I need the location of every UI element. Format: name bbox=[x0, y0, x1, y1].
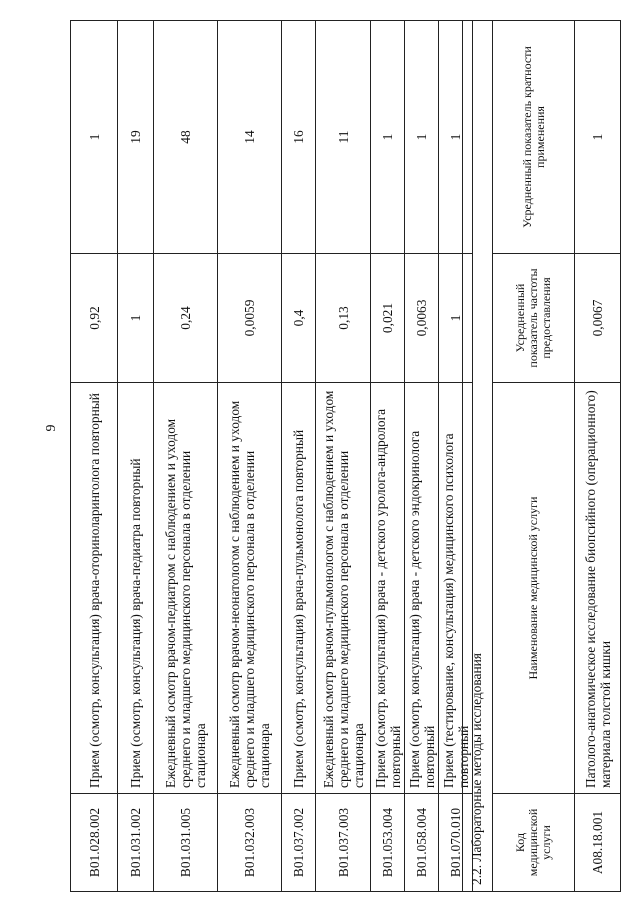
service-code: B01.053.004 bbox=[371, 794, 405, 892]
multiplicity-value: 1 bbox=[575, 21, 621, 254]
table-row bbox=[71, 21, 118, 892]
service-code: A08.18.001 bbox=[575, 794, 621, 892]
table-row bbox=[405, 21, 439, 892]
service-code: B01.070.010 bbox=[439, 794, 473, 892]
header-name: Наименование медицинской услуги bbox=[493, 383, 575, 794]
multiplicity-value: 1 bbox=[71, 21, 118, 254]
multiplicity-value: 48 bbox=[154, 21, 218, 254]
service-code: B01.028.002 bbox=[71, 794, 118, 892]
table-row bbox=[218, 21, 282, 892]
frequency-value: 0,24 bbox=[154, 254, 218, 383]
table-row bbox=[118, 21, 154, 892]
service-name: Прием (тестирование, консультация) медицинского психолога повторный bbox=[439, 383, 473, 794]
service-name: Прием (осмотр, консультация) врача-педиатра повторный bbox=[118, 383, 154, 794]
table-row bbox=[316, 21, 371, 892]
table-header-row bbox=[493, 21, 575, 892]
table-row bbox=[575, 21, 621, 892]
multiplicity-value: 1 bbox=[405, 21, 439, 254]
service-name: Прием (осмотр, консультация) врача-пульмонолога повторный bbox=[282, 383, 316, 794]
frequency-value: 1 bbox=[118, 254, 154, 383]
service-code: B01.037.002 bbox=[282, 794, 316, 892]
header-multiplicity: Усредненный показатель кратности применения bbox=[493, 21, 575, 254]
service-code: B01.032.003 bbox=[218, 794, 282, 892]
service-name: Прием (осмотр, консультация) врача-оториноларинголога повторный bbox=[71, 383, 118, 794]
frequency-value: 1 bbox=[439, 254, 473, 383]
multiplicity-value: 16 bbox=[282, 21, 316, 254]
table-row bbox=[154, 21, 218, 892]
multiplicity-value: 1 bbox=[439, 21, 473, 254]
lab-services-table bbox=[492, 20, 621, 892]
frequency-value: 0,0059 bbox=[218, 254, 282, 383]
multiplicity-value: 14 bbox=[218, 21, 282, 254]
service-name: Прием (осмотр, консультация) врача - детского уролога-андролога повторный bbox=[371, 383, 405, 794]
services-table bbox=[70, 20, 473, 892]
service-name: Ежедневный осмотр врачом-педиатром с наблюдением и уходом среднего и младшего медицинского персонала в отделении стационара bbox=[154, 383, 218, 794]
frequency-value: 0,0067 bbox=[575, 254, 621, 383]
service-code: B01.037.003 bbox=[316, 794, 371, 892]
multiplicity-value: 19 bbox=[118, 21, 154, 254]
section-title: 2.2. Лабораторные методы исследования bbox=[462, 20, 492, 892]
service-name: Патолого-анатомическое исследование биопсийного (операционного) материала толстой кишки bbox=[575, 383, 621, 794]
header-code: Код медицинской услуги bbox=[493, 794, 575, 892]
multiplicity-value: 11 bbox=[316, 21, 371, 254]
frequency-value: 0,021 bbox=[371, 254, 405, 383]
service-name: Ежедневный осмотр врачом-пульмонологом с наблюдением и уходом среднего и младшего медицинского персонала в отделении стационара bbox=[316, 383, 371, 794]
service-name: Ежедневный осмотр врачом-неонатологом с наблюдением и уходом среднего и младшего медицинского персонала в отделении стационара bbox=[218, 383, 282, 794]
frequency-value: 0,4 bbox=[282, 254, 316, 383]
frequency-value: 0,0063 bbox=[405, 254, 439, 383]
table-row bbox=[371, 21, 405, 892]
multiplicity-value: 1 bbox=[371, 21, 405, 254]
service-code: B01.031.005 bbox=[154, 794, 218, 892]
header-frequency: Усредненный показатель частоты предоставления bbox=[493, 254, 575, 383]
service-code: B01.058.004 bbox=[405, 794, 439, 892]
page-number: 9 bbox=[44, 424, 59, 432]
table-row bbox=[282, 21, 316, 892]
frequency-value: 0,13 bbox=[316, 254, 371, 383]
service-name: Прием (осмотр, консультация) врача - детского эндокринолога повторный bbox=[405, 383, 439, 794]
service-code: B01.031.002 bbox=[118, 794, 154, 892]
frequency-value: 0,92 bbox=[71, 254, 118, 383]
rotated-sheet bbox=[70, 20, 613, 892]
